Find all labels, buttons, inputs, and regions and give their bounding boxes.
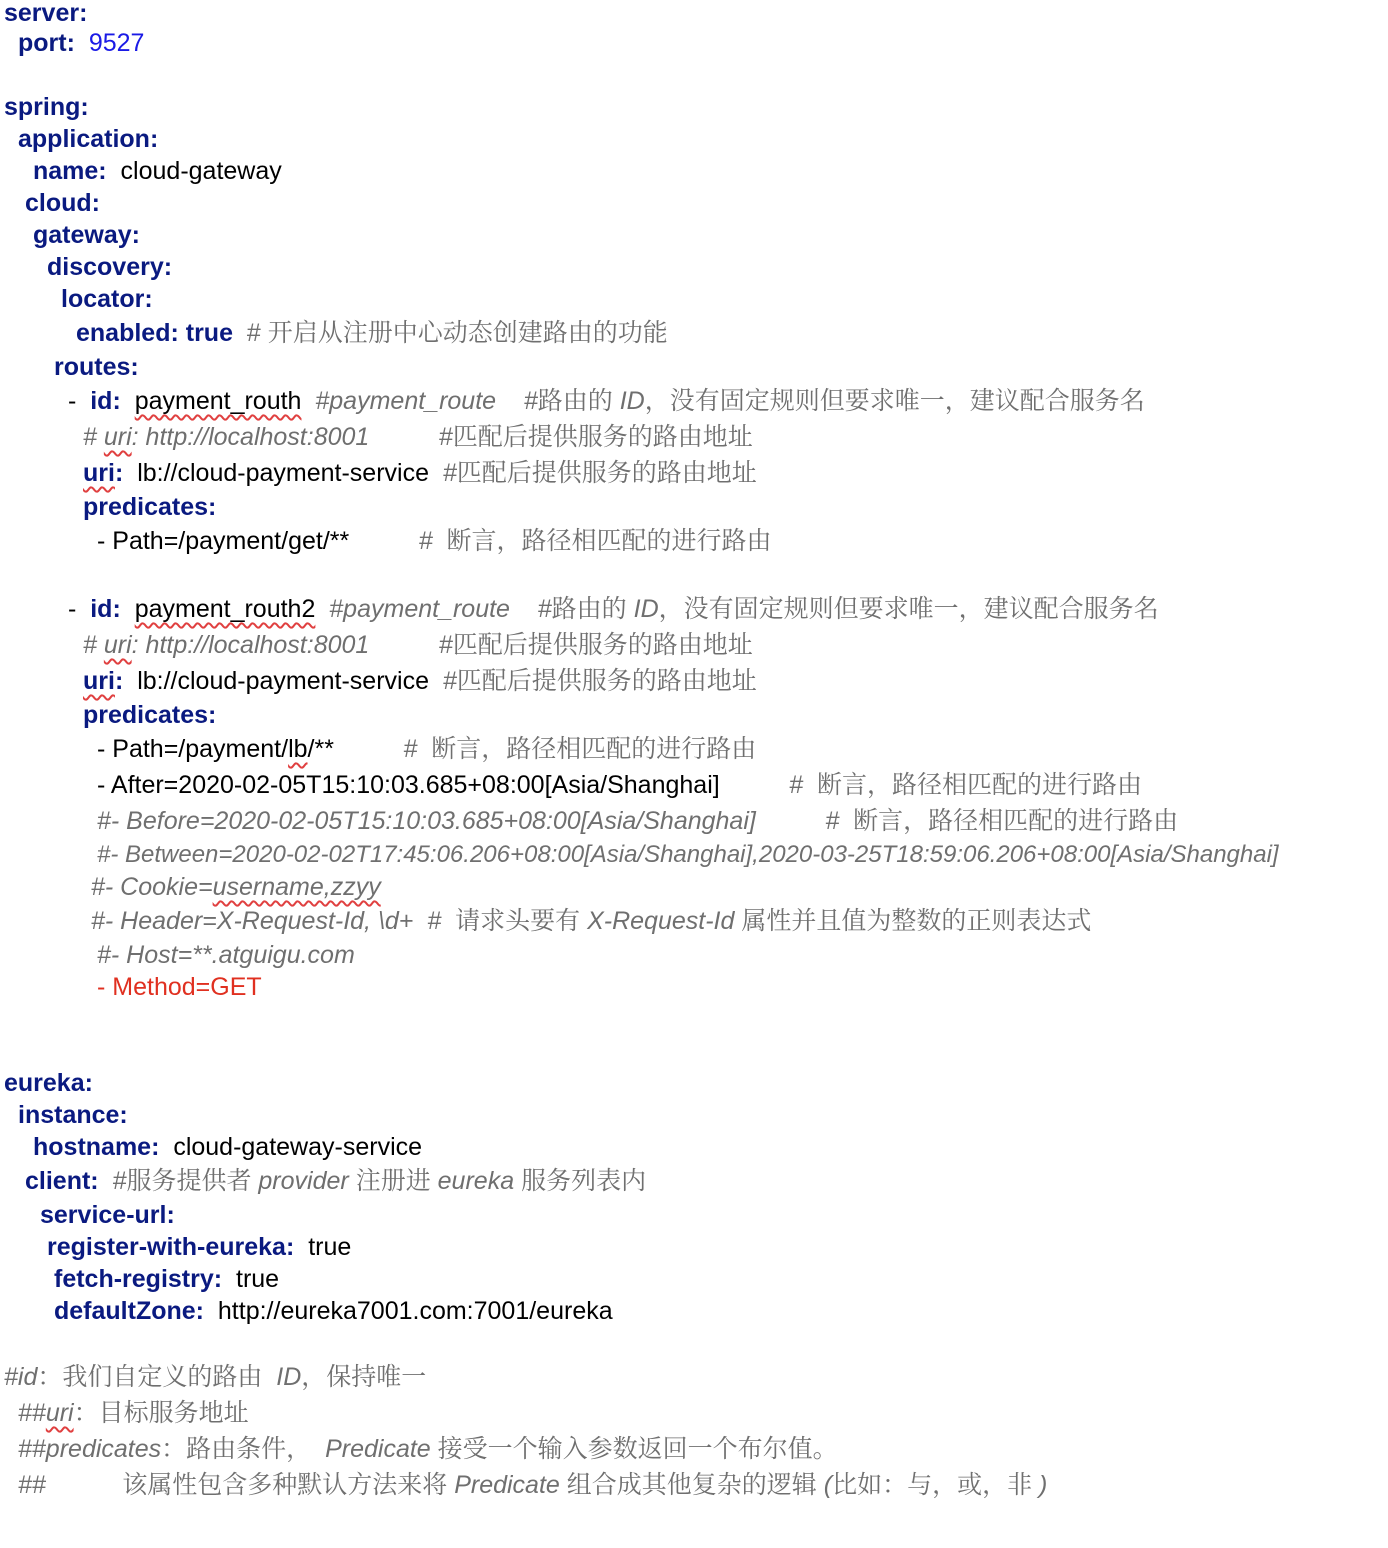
yaml-line-route2-host xyxy=(97,938,355,972)
key-enabled: enabled: true xyxy=(76,319,233,347)
yaml-line-hostname xyxy=(33,1130,422,1164)
key-uri: uri xyxy=(83,667,115,695)
comment-eureka: eureka xyxy=(437,1167,515,1195)
list-dash: - xyxy=(68,387,77,415)
comment-hash: # xyxy=(442,459,457,487)
key-uri-colon: : xyxy=(114,667,124,695)
key-application: application: xyxy=(18,125,159,153)
key-client: client: xyxy=(25,1167,99,1195)
key-routes: routes: xyxy=(54,353,139,381)
note-logic-text: 该属性包含多种默认方法来将 xyxy=(122,1471,448,1499)
value-hostname: cloud-gateway-service xyxy=(173,1133,423,1161)
yaml-line-route2-before xyxy=(97,804,1178,838)
value-after: - After=2020-02-05T15:10:03.685+08:00[Asia/Shanghai] xyxy=(97,771,720,799)
key-id: id: xyxy=(90,387,121,415)
comment-provider: provider xyxy=(258,1167,349,1195)
comment-hash: # xyxy=(442,667,457,695)
key-register: register-with-eureka: xyxy=(47,1233,295,1261)
yaml-line-instance xyxy=(18,1098,128,1132)
note-id-text2: ，保持唯一 xyxy=(301,1363,427,1391)
comment-hash: # xyxy=(403,735,418,763)
note-id-ID: ID xyxy=(276,1363,302,1391)
comment-uri-text: 匹配后提供服务的路由地址 xyxy=(456,667,757,695)
comment-hash: # xyxy=(83,631,97,659)
key-fetch: fetch-registry: xyxy=(54,1265,223,1293)
yaml-line-route2-cookie xyxy=(91,870,381,904)
value-uri: lb://cloud-payment-service xyxy=(137,667,429,695)
yaml-line-route2-uri xyxy=(83,664,757,698)
key-predicates: predicates: xyxy=(83,701,217,729)
comment-hash: # xyxy=(427,907,442,935)
value-uri: lb://cloud-payment-service xyxy=(137,459,429,487)
note-line-predicates xyxy=(18,1432,838,1466)
note-id-text: ：我们自定义的路由 xyxy=(37,1363,263,1391)
comment-path-text: 断言，路径相匹配的进行路由 xyxy=(446,527,772,555)
yaml-line-route1-path xyxy=(97,524,772,558)
value-zone: http://eureka7001.com:7001/eureka xyxy=(217,1297,613,1325)
comment-id-text: 路由的 xyxy=(537,387,613,415)
comment-hash: # xyxy=(112,1167,127,1195)
value-port: 9527 xyxy=(88,29,145,57)
note-line-uri xyxy=(18,1396,249,1430)
yaml-line-route1-predicates xyxy=(83,490,216,524)
note-predicates: ##predicates xyxy=(18,1435,162,1463)
value-path-lb: lb xyxy=(288,735,308,763)
comment-header: #- Header=X-Request-Id, \d+ xyxy=(91,907,414,935)
comment-header-text2: 属性并且值为整数的正则表达式 xyxy=(741,907,1092,935)
comment-client-text: 服务提供者 xyxy=(126,1167,252,1195)
key-hostname: hostname: xyxy=(33,1133,160,1161)
yaml-line-route1-uri-comment xyxy=(83,420,753,454)
note-id: #id xyxy=(4,1363,38,1391)
comment-hash: # xyxy=(438,423,453,451)
comment-id-ID: ID xyxy=(619,387,645,415)
yaml-line-eureka xyxy=(4,1066,93,1100)
yaml-line-client xyxy=(25,1164,646,1198)
note-logic-text3: 比如：与，或，非 xyxy=(832,1471,1033,1499)
note-predicates-text2: 接受一个输入参数返回一个布尔值。 xyxy=(437,1435,838,1463)
note-line-id xyxy=(4,1360,426,1394)
yaml-line-spring xyxy=(4,90,89,124)
yaml-line-discovery xyxy=(47,250,172,284)
yaml-line-gateway xyxy=(33,218,140,252)
key-uri: uri xyxy=(83,459,115,487)
note-paren-open: ( xyxy=(823,1471,833,1499)
value-register: true xyxy=(308,1233,352,1261)
key-port: port: xyxy=(18,29,75,57)
yaml-line-route2-uri-comment xyxy=(83,628,753,662)
comment-hash: # xyxy=(418,527,433,555)
comment-cookie-value: username,zzyy xyxy=(212,873,381,901)
yaml-line-port xyxy=(18,26,144,60)
yaml-line-zone xyxy=(54,1294,613,1328)
key-instance: instance: xyxy=(18,1101,128,1129)
value-path: - Path=/payment/get/** xyxy=(97,527,350,555)
note-hash: ## xyxy=(18,1399,46,1427)
yaml-line-route2-path xyxy=(97,732,756,766)
yaml-line-route2-predicates xyxy=(83,698,216,732)
comment-header-id: X-Request-Id xyxy=(587,907,735,935)
comment-uri-text: 匹配后提供服务的路由地址 xyxy=(452,423,753,451)
key-name: name: xyxy=(33,157,107,185)
comment-id-italic: #payment_route xyxy=(329,595,510,623)
yaml-line-name xyxy=(33,154,282,188)
comment-path-text: 断言，路径相匹配的进行路由 xyxy=(431,735,757,763)
comment-hash: # xyxy=(438,631,453,659)
yaml-line-routes xyxy=(54,350,139,384)
key-cloud: cloud: xyxy=(25,189,100,217)
comment-host: #- Host=**.atguigu.com xyxy=(97,941,355,969)
note-Predicate: Predicate xyxy=(325,1435,431,1463)
note-uri-text: ：目标服务地址 xyxy=(73,1399,249,1427)
yaml-line-locator xyxy=(61,282,153,316)
key-locator: locator: xyxy=(61,285,153,313)
comment-id-italic: #payment_route xyxy=(315,387,497,415)
comment-hash: # xyxy=(523,387,538,415)
comment-client-text3: 服务列表内 xyxy=(521,1167,647,1195)
note-line-logic xyxy=(18,1468,1047,1502)
key-id: id: xyxy=(90,595,121,623)
yaml-line-service-url xyxy=(40,1198,175,1232)
note-logic-text2: 组合成其他复杂的逻辑 xyxy=(566,1471,817,1499)
comment-after-text: 断言，路径相匹配的进行路由 xyxy=(816,771,1142,799)
comment-hash: # xyxy=(825,807,840,835)
note-uri: uri xyxy=(45,1399,74,1427)
yaml-line-route2-method xyxy=(97,970,262,1004)
comment-before: #- Before=2020-02-05T15:10:03.685+08:00[Asia/Shanghai] xyxy=(97,807,756,835)
comment-id-text2: ，没有固定规则但要求唯一，建议配合服务名 xyxy=(658,595,1159,623)
yaml-line-fetch xyxy=(54,1262,279,1296)
comment-before-text: 断言，路径相匹配的进行路由 xyxy=(853,807,1179,835)
yaml-line-route2-after xyxy=(97,768,1142,802)
comment-uri: uri xyxy=(103,631,132,659)
yaml-line-cloud xyxy=(25,186,100,220)
comment-uri-text: 匹配后提供服务的路由地址 xyxy=(452,631,753,659)
key-discovery: discovery: xyxy=(47,253,173,281)
comment-id-text2: ，没有固定规则但要求唯一，建议配合服务名 xyxy=(644,387,1145,415)
key-zone: defaultZone: xyxy=(54,1297,204,1325)
yaml-line-route1-id xyxy=(68,384,1145,418)
comment-id-ID: ID xyxy=(633,595,659,623)
comment-hash: # xyxy=(789,771,804,799)
value-id: payment_routh xyxy=(134,387,302,415)
key-server: server: xyxy=(4,0,88,27)
comment-cookie: #- Cookie= xyxy=(91,873,213,901)
value-fetch: true xyxy=(236,1265,280,1293)
note-Predicate: Predicate xyxy=(454,1471,560,1499)
key-spring: spring: xyxy=(4,93,89,121)
comment-uri-rest: : http://localhost:8001 xyxy=(131,631,370,659)
note-paren-close: ) xyxy=(1039,1471,1048,1499)
key-eureka: eureka: xyxy=(4,1069,93,1097)
key-predicates: predicates: xyxy=(83,493,217,521)
yaml-line-route2-between xyxy=(97,838,1279,872)
comment-uri-rest: : http://localhost:8001 xyxy=(131,423,370,451)
value-id: payment_routh2 xyxy=(134,595,316,623)
comment-hash: # xyxy=(537,595,552,623)
comment-id-text: 路由的 xyxy=(551,595,627,623)
key-gateway: gateway: xyxy=(33,221,140,249)
comment-uri-text: 匹配后提供服务的路由地址 xyxy=(456,459,757,487)
comment-between: #- Between=2020-02-02T17:45:06.206+08:00[Asia/Shanghai],2020-03-25T18:59:06.206+08:00[Asia/Shanghai] xyxy=(97,841,1279,868)
value-name: cloud-gateway xyxy=(120,157,282,185)
note-hash: ## xyxy=(18,1471,46,1499)
comment-enabled: # 开启从注册中心动态创建路由的功能 xyxy=(246,319,668,347)
comment-uri: uri xyxy=(103,423,132,451)
yaml-line-route2-id xyxy=(68,592,1159,626)
value-path-post: /** xyxy=(307,735,334,763)
yaml-line-enabled xyxy=(76,316,668,350)
yaml-line-route1-uri xyxy=(83,456,757,490)
comment-header-text: 请求头要有 xyxy=(455,907,581,935)
note-predicates-text: ：路由条件， xyxy=(161,1435,312,1463)
comment-client-text2: 注册进 xyxy=(355,1167,431,1195)
yaml-line-application xyxy=(18,122,158,156)
yaml-line-route2-header xyxy=(91,904,1091,938)
yaml-line-register xyxy=(47,1230,351,1264)
list-dash: - xyxy=(68,595,77,623)
value-method: - Method=GET xyxy=(97,973,262,1001)
key-uri-colon: : xyxy=(114,459,124,487)
comment-hash: # xyxy=(83,423,97,451)
value-path: - Path=/payment/ xyxy=(97,735,289,763)
key-service-url: service-url: xyxy=(40,1201,175,1229)
